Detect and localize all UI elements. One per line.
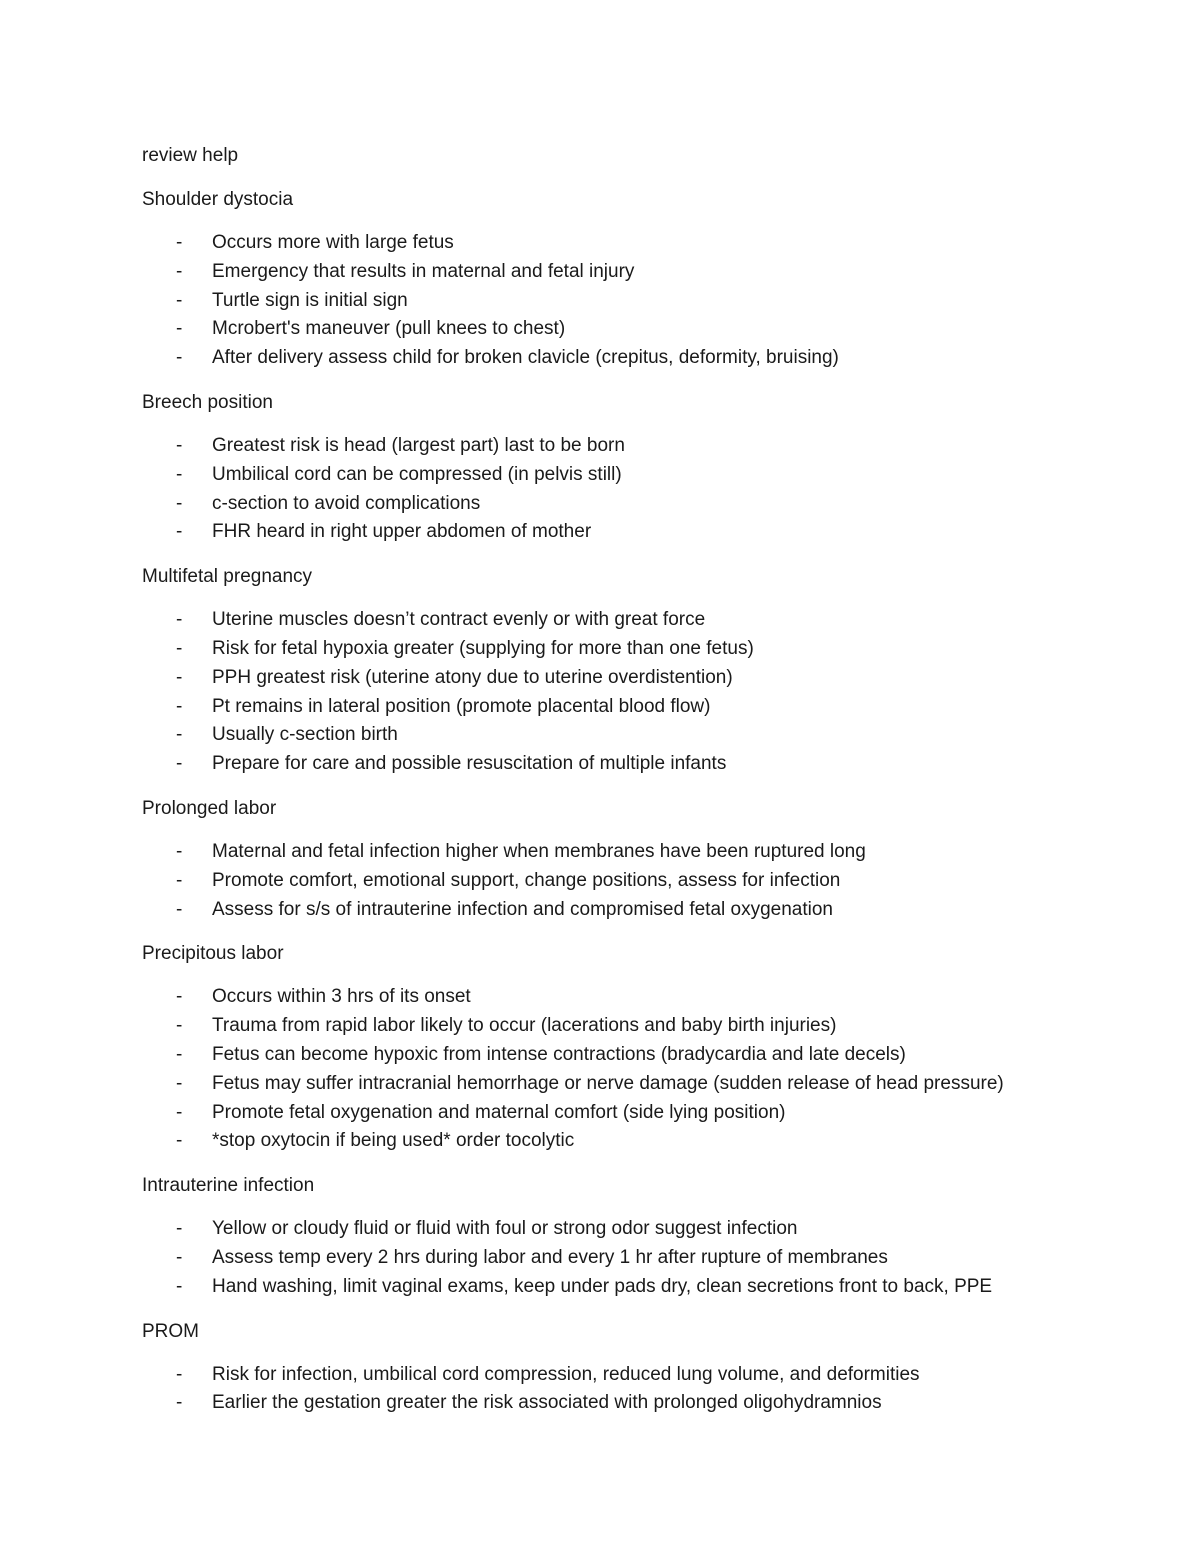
list-item <box>142 1041 1120 1070</box>
bullet-dash: - <box>176 521 183 543</box>
bullet-dash: - <box>176 1218 183 1240</box>
list-item <box>142 1361 1120 1390</box>
bullet-list <box>142 432 1120 547</box>
bullet-dash: - <box>176 1043 183 1065</box>
list-item <box>142 258 1120 287</box>
bullet-dash: - <box>176 986 183 1008</box>
list-item <box>142 867 1120 896</box>
list-item <box>142 664 1120 693</box>
list-item-text: Maternal and fetal infection higher when membranes have been ruptured long <box>212 840 866 862</box>
list-item <box>142 1389 1120 1418</box>
list-item-text: c-section to avoid complications <box>212 492 481 514</box>
list-item-text: Promote comfort, emotional support, change positions, assess for infection <box>212 869 841 891</box>
bullet-dash: - <box>176 260 183 282</box>
bullet-dash: - <box>176 347 183 369</box>
list-item <box>142 229 1120 258</box>
list-item <box>142 315 1120 344</box>
bullet-dash: - <box>176 1275 183 1297</box>
bullet-dash: - <box>176 289 183 311</box>
list-item-text: FHR heard in right upper abdomen of mother <box>212 521 592 543</box>
list-item <box>142 606 1120 635</box>
list-item-text: Prepare for care and possible resuscitation of multiple infants <box>212 753 727 775</box>
section <box>142 939 1120 1156</box>
list-item <box>142 1215 1120 1244</box>
section-heading: Intrauterine infection <box>142 1175 315 1197</box>
bullet-dash: - <box>176 898 183 920</box>
list-item-text: Risk for fetal hypoxia greater (supplying for more than one fetus) <box>212 637 754 659</box>
bullet-dash: - <box>176 1101 183 1123</box>
list-item <box>142 344 1120 373</box>
bullet-dash: - <box>176 1392 183 1414</box>
bullet-dash: - <box>176 869 183 891</box>
section <box>142 388 1120 547</box>
section-heading: Shoulder dystocia <box>142 189 294 210</box>
bullet-dash: - <box>176 232 183 253</box>
list-item-text: Assess for s/s of intrauterine infection and compromised fetal oxygenation <box>212 898 833 920</box>
list-item-text: Occurs more with large fetus <box>212 232 454 253</box>
list-item <box>142 896 1120 925</box>
list-item <box>142 983 1120 1012</box>
list-item-text: Earlier the gestation greater the risk associated with prolonged oligohydramnios <box>212 1392 882 1414</box>
list-item-text: Yellow or cloudy fluid or fluid with foul or strong odor suggest infection <box>212 1218 798 1240</box>
list-item-text: *stop oxytocin if being used* order tocolytic <box>212 1130 575 1152</box>
section <box>142 794 1120 924</box>
list-item <box>142 1127 1120 1156</box>
list-item-text: Assess temp every 2 hrs during labor and every 1 hr after rupture of membranes <box>212 1246 888 1268</box>
list-item-text: After delivery assess child for broken clavicle (crepitus, deformity, bruising) <box>212 347 839 369</box>
list-item <box>142 721 1120 750</box>
bullet-list <box>142 1361 1120 1419</box>
list-item <box>142 1070 1120 1099</box>
section-heading: Prolonged labor <box>142 797 277 819</box>
bullet-list <box>142 983 1120 1156</box>
bullet-dash: - <box>176 318 183 340</box>
section-heading: Multifetal pregnancy <box>142 566 313 588</box>
section-heading: Precipitous labor <box>142 943 284 965</box>
list-item-text: Turtle sign is initial sign <box>212 289 408 311</box>
section-heading: Breech position <box>142 391 273 413</box>
list-item-text: Trauma from rapid labor likely to occur (lacerations and baby birth injuries) <box>212 1015 837 1037</box>
list-item-text: Mcrobert's maneuver (pull knees to chest) <box>212 318 566 340</box>
bullet-dash: - <box>176 1130 183 1152</box>
list-item-text: Risk for infection, umbilical cord compression, reduced lung volume, and deformities <box>212 1363 920 1385</box>
section <box>142 185 1120 373</box>
document-title: review help <box>142 145 239 166</box>
list-item-text: Pt remains in lateral position (promote placental blood flow) <box>212 695 711 717</box>
bullet-list <box>142 229 1120 373</box>
section <box>142 1317 1120 1419</box>
list-item <box>142 432 1120 461</box>
list-item <box>142 490 1120 519</box>
section <box>142 1171 1120 1301</box>
bullet-dash: - <box>176 492 183 514</box>
list-item-text: Fetus may suffer intracranial hemorrhage or nerve damage (sudden release of head pressure) <box>212 1072 1004 1094</box>
list-item-text: Fetus can become hypoxic from intense contractions (bradycardia and late decels) <box>212 1043 906 1065</box>
list-item-text: Emergency that results in maternal and fetal injury <box>212 260 635 282</box>
bullet-dash: - <box>176 695 183 717</box>
bullet-dash: - <box>176 1072 183 1094</box>
bullet-dash: - <box>176 753 183 775</box>
list-item-text: Greatest risk is head (largest part) last to be born <box>212 434 625 456</box>
list-item-text: Uterine muscles doesn’t contract evenly or with great force <box>212 609 706 631</box>
list-item <box>142 287 1120 316</box>
bullet-dash: - <box>176 840 183 862</box>
bullet-dash: - <box>176 1015 183 1037</box>
section <box>142 562 1120 779</box>
bullet-dash: - <box>176 434 183 456</box>
bullet-dash: - <box>176 666 183 688</box>
list-item-text: Umbilical cord can be compressed (in pelvis still) <box>212 463 622 485</box>
bullet-dash: - <box>176 724 183 746</box>
list-item <box>142 635 1120 664</box>
bullet-list <box>142 1215 1120 1301</box>
bullet-dash: - <box>176 1363 183 1385</box>
list-item <box>142 461 1120 490</box>
list-item <box>142 750 1120 779</box>
list-item <box>142 838 1120 867</box>
bullet-list <box>142 838 1120 924</box>
list-item <box>142 518 1120 547</box>
list-item-text: Promote fetal oxygenation and maternal comfort (side lying position) <box>212 1101 786 1123</box>
list-item-text: PPH greatest risk (uterine atony due to uterine overdistention) <box>212 666 733 688</box>
list-item <box>142 1099 1120 1128</box>
list-item <box>142 1244 1120 1273</box>
bullet-dash: - <box>176 609 183 631</box>
list-item <box>142 1012 1120 1041</box>
list-item-text: Occurs within 3 hrs of its onset <box>212 986 471 1008</box>
sections-container <box>142 185 1120 1418</box>
list-item-text: Usually c-section birth <box>212 724 398 746</box>
bullet-dash: - <box>176 463 183 485</box>
bullet-dash: - <box>176 637 183 659</box>
section-heading: PROM <box>142 1320 199 1342</box>
list-item-text: Hand washing, limit vaginal exams, keep under pads dry, clean secretions front to back, PPE <box>212 1275 993 1297</box>
bullet-list <box>142 606 1120 779</box>
list-item <box>142 693 1120 722</box>
bullet-dash: - <box>176 1246 183 1268</box>
list-item <box>142 1273 1120 1302</box>
